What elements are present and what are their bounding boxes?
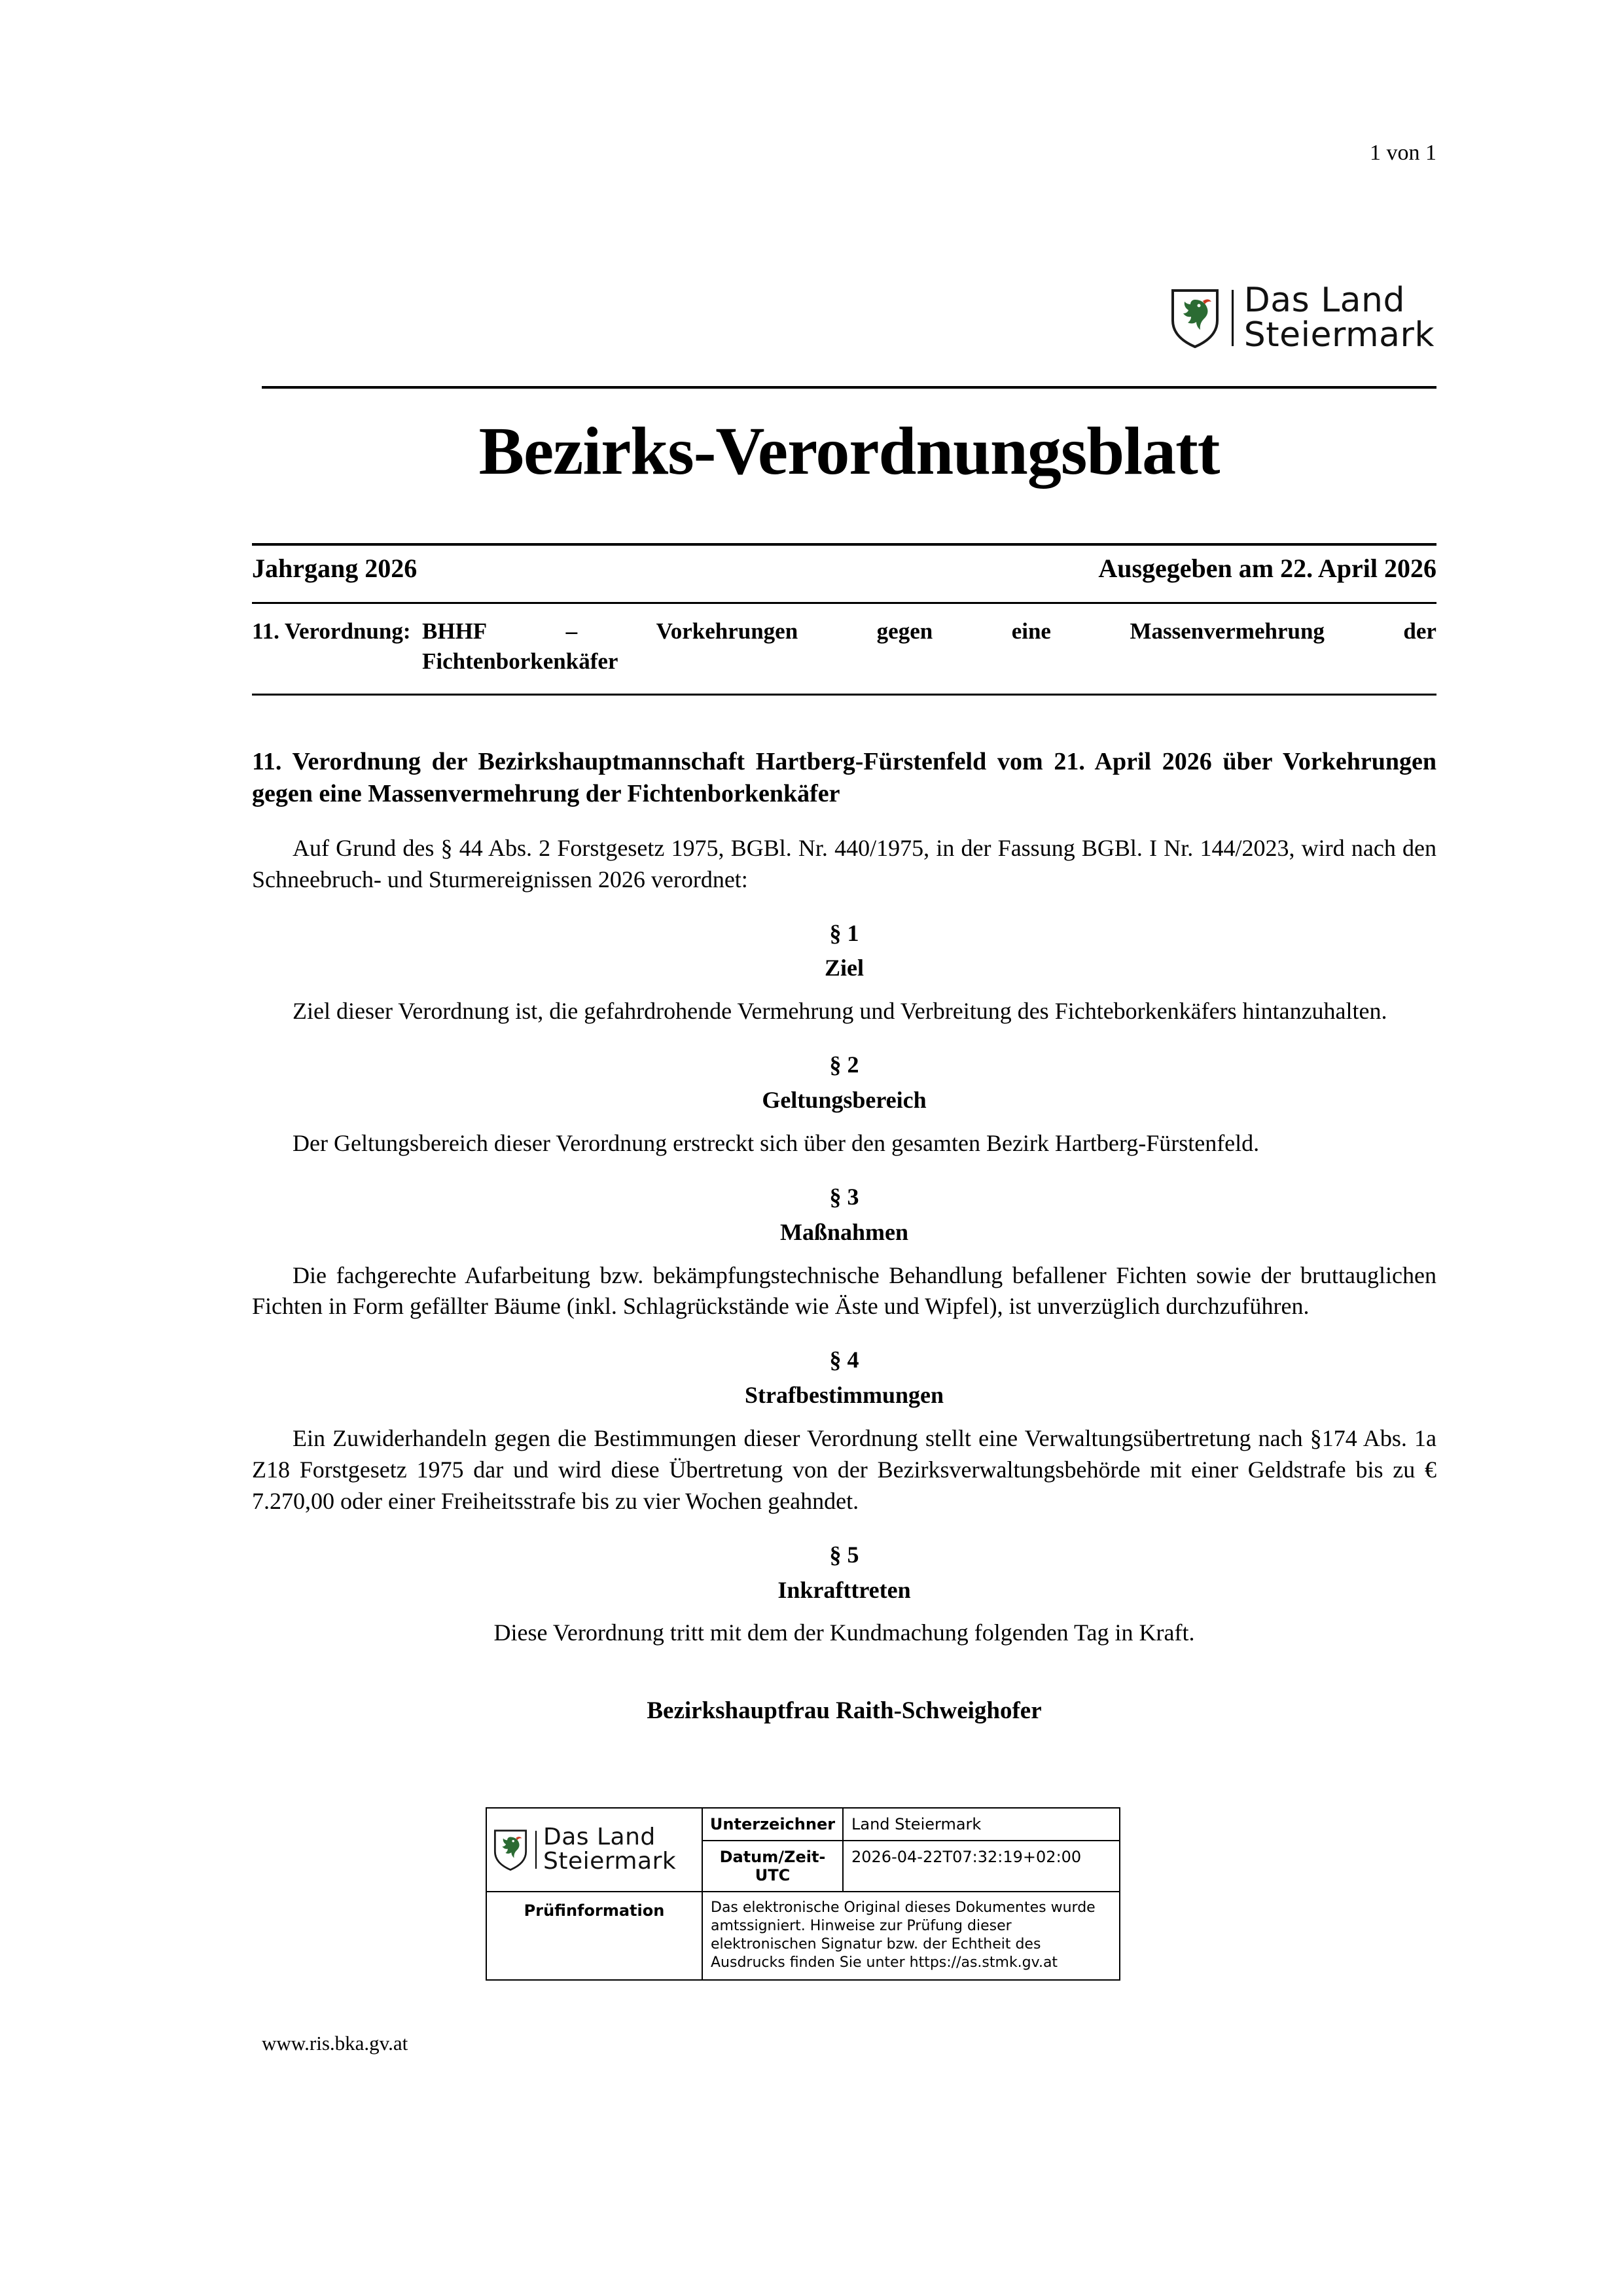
signature-box-logo xyxy=(487,1809,703,1891)
verification-text: Das elektronische Original dieses Dokumentes wurde amtssigniert. Hinweise zur Prüfung dieser elektronischen Signatur bzw. der Echtheit des Ausdrucks finden Sie unter https://as.stmk.gv.at xyxy=(711,1899,1096,1971)
document-body xyxy=(252,746,1436,1727)
document-title: 11. Verordnung der Bezirkshauptmannschaft Hartberg-Fürstenfeld vom 21. April 2026 über Vorkehrungen gegen eine Massenvermehrung der Fichtenborkenkäfer xyxy=(252,748,1436,808)
land-steiermark-logo xyxy=(1167,281,1436,355)
verification-label: Prüfinformation xyxy=(487,1892,703,1979)
section-3-text: Die fachgerechte Aufarbeitung bzw. bekämpfungstechnische Behandlung befallener Fichten sowie der bruttauglichen Fichten in Form gefällter Bäume (inkl. Schlagrückstände wie Äste und Wipfel), ist unverzüglich durchzuführen. xyxy=(252,1262,1436,1320)
verordnung-word-6: Massenvermehrung xyxy=(1130,618,1325,644)
section-4-heading: Strafbestimmungen xyxy=(745,1382,944,1409)
section-2-number: § 2 xyxy=(829,1051,859,1078)
logo-wordmark xyxy=(1244,283,1435,353)
header-rule-top xyxy=(262,386,1436,389)
signature-logo-wordmark xyxy=(543,1826,676,1873)
section-4-text: Ein Zuwiderhandeln gegen die Bestimmungen dieser Verordnung stellt eine Verwaltungsübertretung nach §174 Abs. 1a Z18 Forstgesetz 1975 dar und wird diese Übertretung von der Bezirksverwaltungsbehörde mit einer Geldstrafe bis zu € 7.270,00 oder einer Freiheitsstrafe bis zu vier Wochen geahndet. xyxy=(252,1425,1436,1514)
section-3-number: § 3 xyxy=(829,1183,859,1210)
timestamp-row xyxy=(703,1841,1119,1891)
section-2-heading: Geltungsbereich xyxy=(762,1087,927,1114)
masthead-rule xyxy=(252,543,1436,546)
ausgegeben-label: Ausgegeben am 22. April 2026 xyxy=(1098,554,1436,583)
signer-label: Unterzeichner xyxy=(703,1809,844,1840)
verordnung-word-1: BHHF xyxy=(422,618,488,644)
masthead-title: Bezirks-Verordnungsblatt xyxy=(478,414,1220,489)
section-5-heading: Inkrafttreten xyxy=(777,1576,911,1603)
verordnung-word-5: eine xyxy=(1011,618,1051,644)
signature-logo-line-2: Steiermark xyxy=(543,1848,677,1875)
signature-logo-line-1: Das Land xyxy=(543,1824,656,1851)
timestamp-label: Datum/Zeit-UTC xyxy=(703,1841,844,1891)
section-2-text: Der Geltungsbereich dieser Verordnung erstreckt sich über den gesamten Bezirk Hartberg-Fürstenfeld. xyxy=(293,1129,1260,1156)
section-5-number: § 5 xyxy=(829,1541,859,1568)
verordnung-word-7: der xyxy=(1403,618,1436,644)
verordnung-number-label: 11. Verordnung: xyxy=(252,618,411,644)
section-1-heading: Ziel xyxy=(825,955,864,981)
logo-line-2: Steiermark xyxy=(1243,315,1435,355)
signer-value: Land Steiermark xyxy=(851,1815,982,1833)
footer-url[interactable]: www.ris.bka.gv.at xyxy=(262,2032,408,2055)
issue-info-rule xyxy=(252,602,1436,604)
verordnung-summary-line2: Fichtenborkenkäfer xyxy=(422,648,618,674)
issue-info-row xyxy=(252,553,1436,584)
signer-row xyxy=(703,1809,1119,1841)
signature-logo-divider xyxy=(535,1831,537,1869)
preamble-paragraph: Auf Grund des § 44 Abs. 2 Forstgesetz 1975, BGBl. Nr. 440/1975, in der Fassung BGBl. I Nr. 144/2023, wird nach den Schneebruch- und Sturmereignissen 2026 verordnet: xyxy=(252,834,1436,892)
verordnung-summary-row xyxy=(252,618,1436,675)
steiermark-panther-crest-icon xyxy=(492,1829,529,1871)
section-5-text: Diese Verordnung tritt mit dem der Kundmachung folgenden Tag in Kraft. xyxy=(493,1619,1195,1646)
verordnung-word-3: Vorkehrungen xyxy=(656,618,798,644)
logo-line-1: Das Land xyxy=(1243,281,1406,320)
verordnung-word-4: gegen xyxy=(876,618,933,644)
verordnung-summary-rule xyxy=(252,694,1436,696)
page-indicator: 1 von 1 xyxy=(1370,141,1436,165)
steiermark-panther-crest-icon xyxy=(1169,288,1221,348)
section-1-number: § 1 xyxy=(829,919,859,946)
timestamp-value: 2026-04-22T07:32:19+02:00 xyxy=(851,1848,1082,1866)
section-3-heading: Maßnahmen xyxy=(779,1218,909,1245)
section-4-number: § 4 xyxy=(829,1347,859,1373)
signature-verification-box xyxy=(486,1807,1120,1981)
logo-divider xyxy=(1232,290,1234,346)
signatory-name: Bezirkshauptfrau Raith-Schweighofer xyxy=(647,1697,1042,1725)
verordnung-summary-text xyxy=(422,618,1436,675)
section-1-text: Ziel dieser Verordnung ist, die gefahrdrohende Vermehrung und Verbreitung des Fichteborkenkäfers hintanzuhalten. xyxy=(293,998,1387,1025)
jahrgang-label: Jahrgang 2026 xyxy=(252,554,418,583)
verordnung-word-2: – xyxy=(565,618,578,644)
